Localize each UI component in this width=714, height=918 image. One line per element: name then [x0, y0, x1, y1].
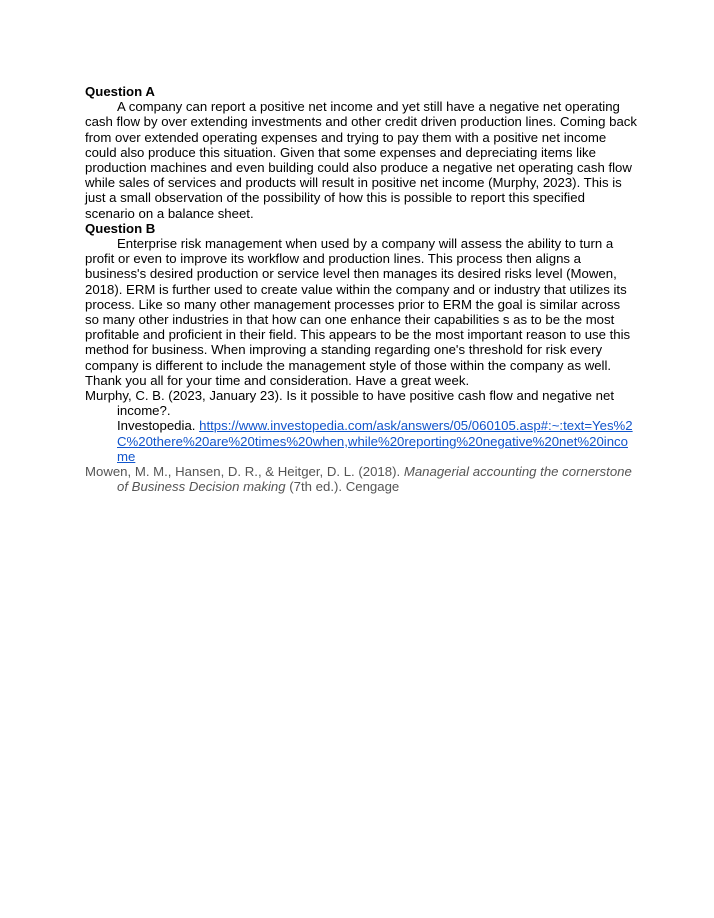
document-page	[85, 84, 637, 494]
reference-murphy-link[interactable]: https://www.investopedia.com/ask/answers/05/060105.asp#:~:text=Yes%2C%20there%20are%20times%20when,while%20reporting%20negative%20net%20income	[117, 418, 633, 464]
reference-mowen	[85, 464, 637, 494]
question-a-heading: Question A	[85, 84, 155, 99]
question-a-paragraph: A company can report a positive net income and yet still have a negative net operating cash flow by over extending investments and other credit driven production lines. Coming back from over extended operating expenses and trying to pay them with a positive net income could also produce this situation. Given that some expenses and depreciating items like production machines and even building could also produce a negative net operating cash flow while sales of services and products will result in positive net income (Murphy, 2023). This is just a small observation of the possibility of how this is possible to report this specified scenario on a balance sheet.	[85, 99, 637, 221]
reference-mowen-edition: (7th ed.). Cengage	[289, 479, 400, 495]
reference-murphy-citation: Murphy, C. B. (2023, January 23). Is it possible to have positive cash flow and negative net income?.	[85, 388, 615, 419]
reference-mowen-authors: Mowen, M. M., Hansen, D. R., & Heitger, D. L. (2018).	[85, 464, 401, 480]
question-b-paragraph: Enterprise risk management when used by a company will assess the ability to turn a profit or even to improve its workflow and production lines. This process then aligns a business's desired production or service level then manages its desired risks level (Mowen, 2018). ERM is further used to create value within the company and or industry that utilizes its process. Like so many other management processes prior to ERM the goal is similar across so many other industries in that how can one enhance their capabilities s as to be the most profitable and proficient in their field. This appears to be the most important reason to use this method for business. When improving a standing regarding one's threshold for risk every company is different to include the management style of those within the company as well. Thank you all for your time and consideration. Have a great week.	[85, 236, 631, 388]
reference-murphy-publisher: Investopedia.	[117, 418, 196, 434]
reference-mowen-title: Managerial accounting the cornerstone of Business Decision making	[117, 464, 632, 495]
question-b-heading: Question B	[85, 220, 156, 236]
reference-murphy	[85, 388, 637, 464]
